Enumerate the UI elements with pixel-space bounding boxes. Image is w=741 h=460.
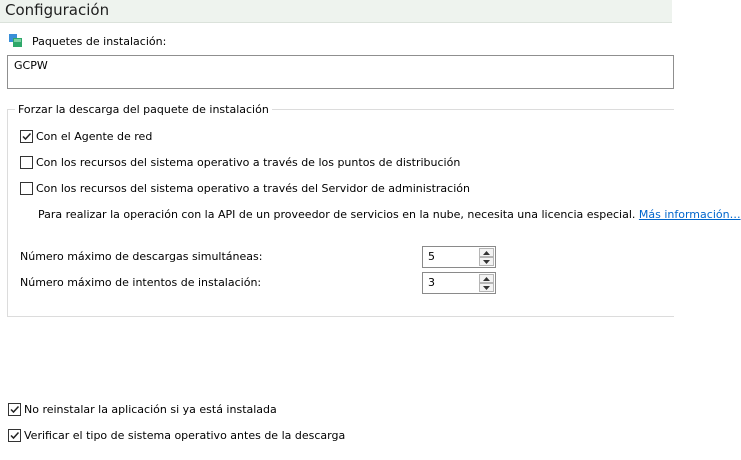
max-downloads-decrement-button[interactable]: [479, 257, 494, 266]
network-agent-checkbox[interactable]: [20, 130, 33, 143]
verify-os-label[interactable]: Verificar el tipo de sistema operativo antes de la descarga: [24, 429, 346, 442]
distribution-points-checkbox[interactable]: [20, 156, 33, 169]
verify-os-checkbox[interactable]: [8, 429, 21, 442]
max-downloads-spin-buttons: [479, 248, 494, 266]
checkmark-icon: [9, 430, 20, 441]
max-downloads-value[interactable]: 5: [428, 250, 435, 263]
arrow-down-icon: [483, 260, 490, 264]
cloud-license-note: [38, 208, 741, 222]
checkmark-icon: [21, 131, 32, 142]
no-reinstall-label[interactable]: No reinstalar la aplicación si ya está instalada: [24, 403, 277, 416]
section-header: [0, 0, 672, 23]
packages-label: Paquetes de instalación:: [32, 35, 167, 48]
max-attempts-stepper[interactable]: [422, 272, 496, 294]
packages-list[interactable]: [7, 55, 674, 89]
checkmark-icon: [9, 404, 20, 415]
max-downloads-label: Número máximo de descargas simultáneas:: [20, 250, 263, 263]
cloud-license-note-text: Para realizar la operación con la API de un proveedor de servicios en la nube, necesita una licencia especial.: [38, 208, 636, 221]
max-attempts-value[interactable]: 3: [428, 276, 435, 289]
max-downloads-stepper[interactable]: [422, 246, 496, 268]
max-attempts-increment-button[interactable]: [479, 274, 494, 283]
distribution-points-label[interactable]: Con los recursos del sistema operativo a través de los puntos de distribución: [36, 156, 461, 169]
package-item[interactable]: GCPW: [14, 59, 48, 72]
force-download-legend: Forzar la descarga del paquete de instalación: [15, 103, 272, 117]
more-info-link[interactable]: Más información…: [638, 208, 741, 221]
arrow-up-icon: [483, 277, 490, 281]
page-title: Configuración: [5, 1, 110, 19]
max-attempts-decrement-button[interactable]: [479, 283, 494, 292]
installation-package-icon: [9, 34, 23, 48]
administration-server-checkbox[interactable]: [20, 182, 33, 195]
administration-server-label[interactable]: Con los recursos del sistema operativo a través del Servidor de administración: [36, 182, 470, 195]
arrow-up-icon: [483, 251, 490, 255]
max-attempts-spin-buttons: [479, 274, 494, 292]
max-attempts-label: Número máximo de intentos de instalación:: [20, 276, 262, 289]
max-downloads-increment-button[interactable]: [479, 248, 494, 257]
network-agent-label[interactable]: Con el Agente de red: [36, 130, 153, 143]
no-reinstall-checkbox[interactable]: [8, 403, 21, 416]
arrow-down-icon: [483, 286, 490, 290]
